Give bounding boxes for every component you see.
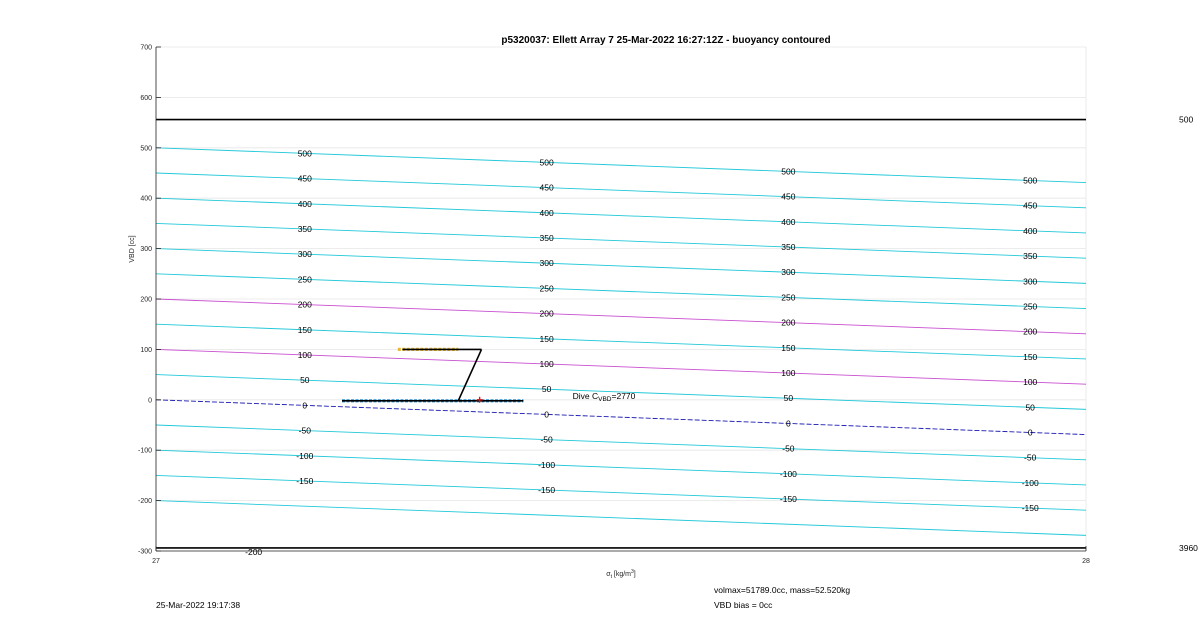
contour-label-0-50: 50 [300, 375, 310, 386]
x-axis-label-close: ] [633, 571, 636, 578]
axis-ticks [138, 45, 1090, 566]
y-tick-label--200: -200 [137, 498, 152, 506]
footer-vbd-bias: VBD bias = 0cc [714, 600, 773, 610]
x-axis-label-units: [kg/m [611, 571, 632, 578]
contour-label-1-150: 150 [539, 333, 554, 344]
y-tick-label-600: 600 [140, 94, 152, 102]
contour-label-3-200: 200 [1023, 326, 1038, 337]
contour--200 [156, 501, 1086, 536]
contour-label-2-400: 400 [781, 216, 796, 227]
contour-150 [156, 324, 1086, 359]
contour-label-0-100: 100 [297, 349, 312, 360]
contour-label-3-150: 150 [1023, 351, 1038, 362]
contour-label-0-450: 450 [297, 173, 312, 184]
x-axis-label-main: σ [606, 571, 611, 578]
contour-label-2-0: 0 [786, 418, 791, 429]
contour-label-0-500: 500 [297, 148, 312, 159]
contour-label-3--100: -100 [1021, 477, 1039, 488]
contour-label-2--50: -50 [782, 443, 795, 454]
y-tick-label--300: -300 [137, 548, 152, 556]
contour-zero [156, 400, 1086, 438]
contour-label-3-100: 100 [1023, 377, 1038, 388]
contour-label-0-300: 300 [297, 249, 312, 260]
contour-label-1-400: 400 [539, 207, 554, 218]
contour-label-3-500: 500 [1023, 175, 1038, 186]
contour-450 [156, 173, 1086, 208]
contour-250 [156, 274, 1086, 312]
dive-cvbd-annotation [573, 391, 636, 403]
contour-label-1-100: 100 [539, 359, 554, 370]
contour-label-0-150: 150 [297, 324, 312, 335]
contour-label-3-350: 350 [1023, 251, 1038, 262]
contour-label-1--150: -150 [538, 485, 556, 496]
contour-500 [156, 148, 1086, 186]
contour-100 [156, 349, 1086, 384]
contour-label-0-250: 250 [297, 274, 312, 285]
contour-label-3-450: 450 [1023, 200, 1038, 211]
contour-label-0--50: -50 [298, 425, 311, 436]
contour-label-3-0: 0 [1027, 427, 1033, 438]
y-tick-label--100: -100 [137, 447, 152, 455]
y-tick-label-0: 0 [148, 397, 152, 405]
reference-lines [156, 115, 1198, 553]
reference-label-0: 500 [1179, 114, 1194, 125]
contour-label-2-450: 450 [781, 191, 796, 202]
contour-label-3-50: 50 [1025, 402, 1035, 413]
annotation-suffix: =2770 [611, 390, 636, 401]
contour-label-2-250: 250 [781, 292, 796, 303]
contour-300 [156, 249, 1086, 287]
trace-segment-1 [458, 349, 481, 400]
footer-volmax: volmax=51789.0cc, mass=52.520kg [714, 585, 851, 595]
contour-label-0-350: 350 [297, 223, 312, 234]
reference-label-1: 3960 [1179, 542, 1198, 553]
contour-label-3--50: -50 [1024, 452, 1037, 463]
y-axis-label: VBD [cc] [129, 235, 136, 263]
contour-label-1-200: 200 [539, 308, 554, 319]
contour-label-1-250: 250 [539, 283, 554, 294]
contour-label-1--100: -100 [538, 459, 556, 470]
y-tick-label-300: 300 [140, 246, 152, 254]
chart-title: p5320037: Ellett Array 7 25-Mar-2022 16:27:12Z - buoyancy contoured [501, 35, 831, 46]
y-tick-label-500: 500 [140, 145, 152, 153]
contour-label-2-150: 150 [781, 342, 796, 353]
contour-label-2-350: 350 [781, 242, 796, 253]
contour-label-2-200: 200 [781, 317, 796, 328]
y-tick-label-400: 400 [140, 195, 152, 203]
contour-label-2--100: -100 [779, 468, 797, 479]
contour-label-0-0: 0 [302, 400, 308, 411]
contour-350 [156, 223, 1086, 258]
contour-label-2--150: -150 [779, 494, 797, 505]
y-tick-label-100: 100 [140, 346, 152, 354]
contour-label-1--50: -50 [540, 434, 553, 445]
x-axis-label-units-sup: 3 [631, 569, 634, 575]
annotation-prefix: Dive C [572, 390, 599, 401]
contour-label-3-300: 300 [1023, 276, 1038, 287]
annotation-sub: VBD [598, 395, 612, 403]
contour-label-3--150: -150 [1021, 503, 1039, 514]
footer-timestamp: 25-Mar-2022 19:17:38 [156, 600, 241, 610]
contour-label-2-100: 100 [781, 368, 796, 379]
x-tick-label-27: 27 [152, 558, 160, 565]
x-axis-label-sub: t [610, 574, 612, 580]
contour-label-3-400: 400 [1023, 225, 1038, 236]
contour-label-2-50: 50 [783, 393, 794, 404]
x-tick-label-28: 28 [1082, 558, 1090, 565]
contour-label-0--100: -100 [296, 450, 314, 461]
contour-label-2-500: 500 [781, 166, 796, 177]
contour-label-0-200: 200 [297, 299, 312, 310]
x-axis-label [606, 569, 636, 580]
contour-label-1-500: 500 [539, 157, 554, 168]
contour-label-1-50: 50 [541, 384, 552, 395]
contour-label-1-450: 450 [539, 182, 554, 193]
contour-200 [156, 299, 1086, 334]
contour-label-2-300: 300 [781, 267, 796, 278]
contour-label-3-250: 250 [1023, 301, 1038, 312]
y-tick-label-700: 700 [140, 44, 152, 52]
contour-label-1-0: 0 [544, 409, 549, 420]
contour-label-extra: -200 [245, 547, 263, 557]
contour-label-0-400: 400 [297, 198, 312, 209]
contour-label-0--150: -150 [296, 475, 314, 486]
contour-label-1-350: 350 [539, 233, 554, 244]
contour-400 [156, 198, 1086, 233]
y-tick-label-200: 200 [140, 296, 152, 304]
contour-label-1-300: 300 [539, 258, 554, 269]
